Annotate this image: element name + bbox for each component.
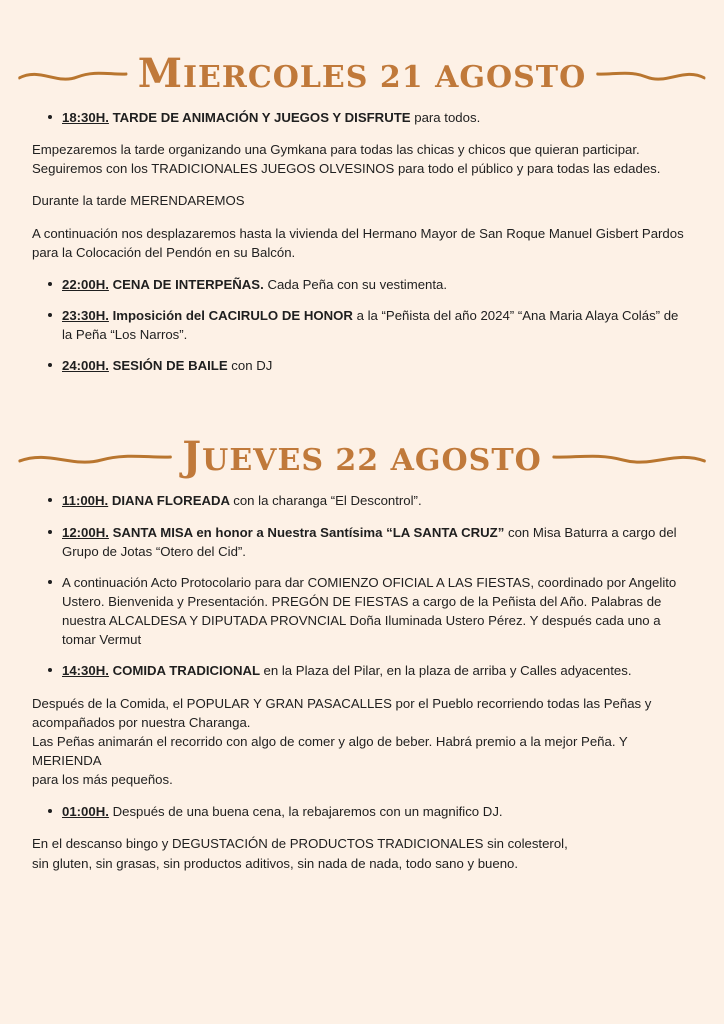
paragraph-line: Empezaremos la tarde organizando una Gymkana para todas las chicas y chicos que quieran participar. (32, 142, 640, 158)
section-body-miercoles (18, 108, 706, 375)
list-item (18, 523, 706, 561)
paragraph-line: Seguiremos con los TRADICIONALES JUEGOS OLVESINOS para todo el público y para todas las edades. (32, 161, 661, 177)
section-title-initial: J (182, 433, 203, 481)
event-title: SESIÓN DE BAILE (108, 358, 232, 374)
event-time: 22:00H. (62, 276, 109, 292)
bullet-list-miercoles-1 (18, 108, 706, 127)
event-title: TARDE DE ANIMACIÓN Y JUEGOS Y DISFRUTE (108, 110, 415, 125)
bullet-list-jueves-1 (18, 491, 706, 680)
top-spacer (18, 0, 706, 56)
section-title-rest: UEVES 22 AGOSTO (202, 443, 542, 479)
list-item (18, 661, 706, 680)
flourish-right-icon (552, 448, 706, 470)
event-detail: con DJ (231, 358, 273, 374)
paragraph-line: Después de la Comida, el POPULAR Y GRAN PASACALLES por el Pueblo recorriendo todas las Peñas y (32, 695, 652, 711)
event-time: 14:30H. (62, 663, 109, 679)
flourish-right-icon (596, 65, 706, 87)
event-detail: Cada Peña con su vestimenta. (267, 276, 448, 292)
section-body-jueves (18, 491, 706, 872)
paragraph (18, 224, 706, 262)
paragraph (18, 834, 706, 872)
flourish-left-icon (18, 65, 128, 87)
paragraph-line: para los más pequeños. (32, 772, 173, 788)
paragraph-line: acompañados por nuestra Charanga. (32, 714, 251, 730)
event-time: 12:00H. (62, 524, 109, 540)
list-item (18, 491, 706, 510)
paragraph-line: En el descanso bingo y DEGUSTACIÓN de PRODUCTOS TRADICIONALES sin colesterol, (32, 836, 568, 852)
paragraph-line: Durante la tarde MERENDAREMOS (32, 193, 245, 209)
bullet-list-miercoles-2 (18, 275, 706, 376)
paragraph (18, 140, 706, 178)
section-heading-miercoles (18, 50, 706, 97)
list-item (18, 573, 706, 650)
event-detail: en la Plaza del Pilar, en la plaza de arriba y Calles adyacentes. (263, 663, 632, 679)
event-time: 11:00H. (62, 493, 109, 509)
paragraph-line: para la Colocación del Pendón en su Balcón. (32, 244, 296, 260)
event-time: 01:00H. (62, 804, 109, 820)
event-detail: con la charanga “El Descontrol”. (233, 493, 422, 509)
paragraph-line: sin gluten, sin grasas, sin productos aditivos, sin nada de nada, todo sano y bueno. (32, 855, 519, 871)
event-title: Imposición del CACIRULO DE HONOR (108, 307, 357, 323)
event-detail: a la “Peñista del año 2024” “Ana Maria Alaya Colás” de la Peña “Los Narros”. (62, 307, 679, 343)
list-item (18, 108, 706, 127)
event-detail: con Misa Baturra a cargo del Grupo de Jotas “Otero del Cid”. (62, 524, 677, 559)
event-detail: A continuación Acto Protocolario para dar COMIENZO OFICIAL A LAS FIESTAS, coordinado por Angelito Ustero. Bienvenida y Presentación. PREGÓN DE FIESTAS a cargo de la Peñista del Año. Palabras de nuestra ALCALDESA Y DIPUTADA PROVNCIAL Doña Iluminada Ustero Pérez. Y después cada uno a tomar Vermut (62, 574, 677, 648)
list-item (18, 275, 706, 294)
event-time: 23:30H. (62, 307, 109, 323)
event-title: COMIDA TRADICIONAL (108, 663, 264, 679)
event-title: DIANA FLOREADA (108, 493, 234, 509)
paragraph-line: A continuación nos desplazaremos hasta la vivienda del Hermano Mayor de San Roque Manuel Gisbert Pardos (32, 225, 684, 241)
paragraph (18, 191, 706, 210)
section-title-jueves (182, 433, 542, 481)
paragraph (18, 694, 706, 790)
section-heading-jueves (18, 433, 706, 481)
list-item (18, 306, 706, 344)
list-item (18, 802, 706, 821)
event-title: SANTA MISA en honor a Nuestra Santísima “LA SANTA CRUZ” (108, 524, 508, 540)
section-title-initial: M (137, 50, 183, 97)
event-detail: para todos. (414, 110, 481, 125)
section-title-miercoles (137, 50, 587, 97)
event-time: 24:00H. (62, 358, 109, 374)
bullet-list-jueves-2 (18, 802, 706, 821)
event-detail: Después de una buena cena, la rebajaremos con un magnifico DJ. (108, 804, 503, 820)
list-item (18, 356, 706, 375)
section-spacer (18, 387, 706, 439)
paragraph-line: Las Peñas animarán el recorrido con algo de comer y algo de beber. Habrá premio a la mejor Peña. Y MERIENDA (32, 733, 628, 768)
event-time: 18:30H. (62, 110, 109, 125)
flourish-left-icon (18, 448, 172, 470)
event-title: CENA DE INTERPEÑAS. (108, 276, 268, 292)
section-title-rest: IERCOLES 21 AGOSTO (183, 60, 587, 95)
